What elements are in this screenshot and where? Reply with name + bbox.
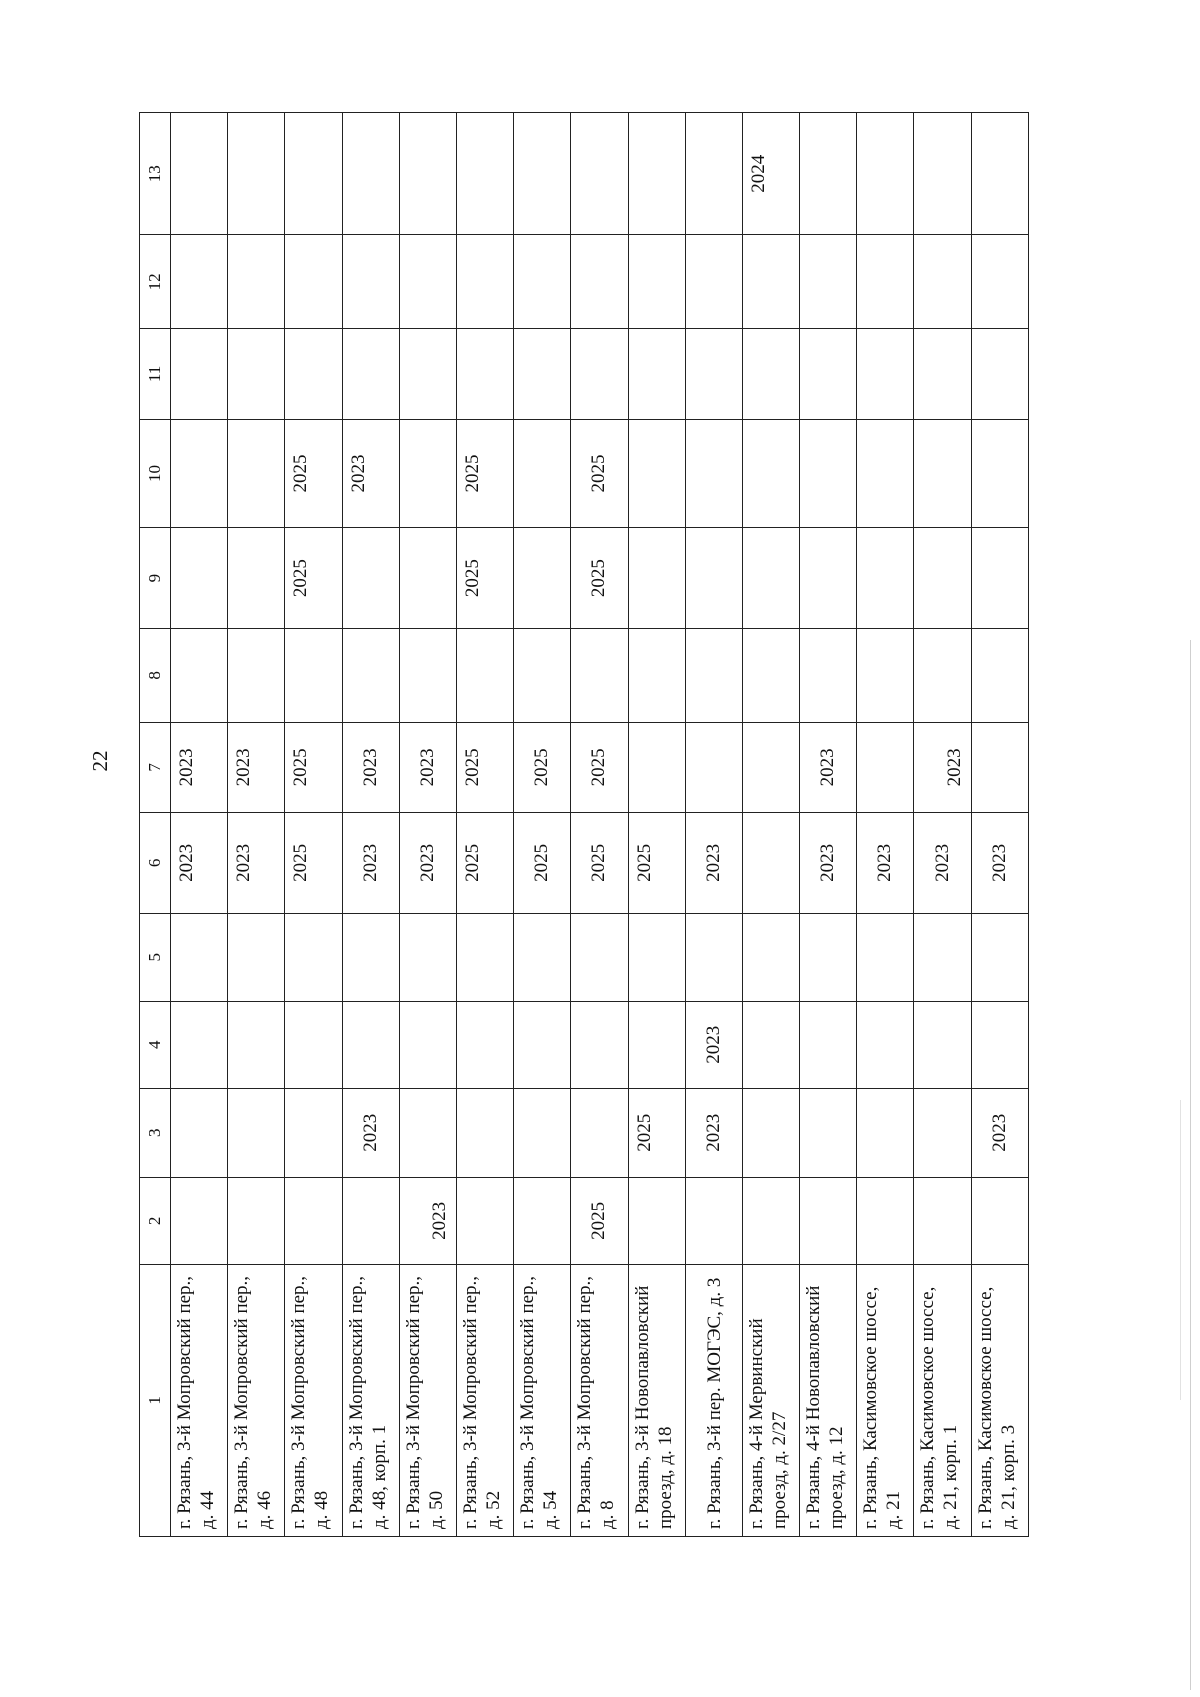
address-cell: г. Рязань, 3-й пер. МОГЭС, д. 3 xyxy=(685,1264,742,1536)
column-header: 8 xyxy=(140,628,171,722)
table-cell xyxy=(628,1177,685,1264)
table-cell xyxy=(514,1177,571,1264)
table-row xyxy=(971,113,1028,1537)
column-header: 6 xyxy=(140,813,171,914)
table-cell: 2023 xyxy=(971,1088,1028,1177)
table-cell xyxy=(399,235,456,329)
table-cell xyxy=(742,813,799,914)
table-cell xyxy=(742,528,799,629)
table-cell xyxy=(628,722,685,812)
table-cell xyxy=(857,628,914,722)
table-cell xyxy=(857,1001,914,1088)
table-cell: 2025 xyxy=(571,528,628,629)
table-cell xyxy=(228,1088,285,1177)
table-row xyxy=(685,113,742,1537)
table-cell: 2025 xyxy=(456,722,513,812)
table-cell: 2025 xyxy=(571,419,628,528)
table-cell xyxy=(342,113,399,236)
table-cell xyxy=(800,913,857,1001)
table-cell xyxy=(399,329,456,419)
table-cell xyxy=(914,1088,971,1177)
table-cell: 2023 xyxy=(342,419,399,528)
table-cell xyxy=(571,113,628,236)
table-row xyxy=(456,113,513,1537)
table-cell xyxy=(571,235,628,329)
table-cell: 2023 xyxy=(914,813,971,914)
table-cell xyxy=(742,1001,799,1088)
table-cell xyxy=(228,235,285,329)
table-cell xyxy=(857,722,914,812)
table-cell xyxy=(685,235,742,329)
table-cell xyxy=(399,528,456,629)
table-cell xyxy=(742,1177,799,1264)
table-cell xyxy=(571,628,628,722)
table-cell xyxy=(342,628,399,722)
table-cell xyxy=(456,1001,513,1088)
table-cell xyxy=(571,329,628,419)
table-cell xyxy=(171,1088,228,1177)
table-cell: 2023 xyxy=(399,722,456,812)
table-row xyxy=(914,113,971,1537)
table-cell xyxy=(857,1088,914,1177)
table-row xyxy=(285,113,342,1537)
table-cell xyxy=(399,1088,456,1177)
table-cell xyxy=(456,1177,513,1264)
table-cell xyxy=(742,419,799,528)
table-cell xyxy=(171,1001,228,1088)
table-cell: 2023 xyxy=(342,813,399,914)
column-header: 10 xyxy=(140,419,171,528)
table-cell xyxy=(628,528,685,629)
table-cell xyxy=(971,722,1028,812)
table-row xyxy=(399,113,456,1537)
schedule-table xyxy=(139,112,1029,1537)
address-cell: г. Рязань, 3-й Мопровский пер., д. 8 xyxy=(571,1264,628,1536)
table-cell: 2023 xyxy=(171,722,228,812)
table-cell xyxy=(399,113,456,236)
table-cell xyxy=(742,722,799,812)
table-cell xyxy=(857,235,914,329)
column-header: 11 xyxy=(140,329,171,419)
address-cell: г. Рязань, 3-й Мопровский пер., д. 44 xyxy=(171,1264,228,1536)
table-cell xyxy=(971,419,1028,528)
scan-artifact xyxy=(1180,1100,1181,1400)
table-cell xyxy=(228,528,285,629)
table-cell: 2025 xyxy=(285,722,342,812)
column-header: 4 xyxy=(140,1001,171,1088)
table-cell xyxy=(685,913,742,1001)
table-cell: 2025 xyxy=(514,722,571,812)
table-cell xyxy=(685,329,742,419)
table-cell xyxy=(971,913,1028,1001)
table-cell xyxy=(171,235,228,329)
table-cell: 2023 xyxy=(171,813,228,914)
table-cell: 2023 xyxy=(800,813,857,914)
table-cell: 2023 xyxy=(857,813,914,914)
column-header: 9 xyxy=(140,528,171,629)
table-cell: 2025 xyxy=(628,813,685,914)
table-cell: 2023 xyxy=(228,813,285,914)
table-cell: 2025 xyxy=(456,419,513,528)
table-cell xyxy=(285,1177,342,1264)
table-cell xyxy=(342,1001,399,1088)
page-number: 22 xyxy=(88,750,112,772)
address-cell: г. Рязань, 3-й Мопровский пер., д. 52 xyxy=(456,1264,513,1536)
table-cell xyxy=(171,913,228,1001)
address-cell: г. Рязань, Касимовское шоссе, д. 21, корп. 3 xyxy=(971,1264,1028,1536)
table-cell xyxy=(800,113,857,236)
table-cell xyxy=(628,913,685,1001)
table-cell xyxy=(800,528,857,629)
table-cell: 2023 xyxy=(971,813,1028,914)
table-cell xyxy=(685,722,742,812)
table-cell xyxy=(800,235,857,329)
table-cell xyxy=(285,329,342,419)
table-row xyxy=(857,113,914,1537)
table-cell xyxy=(228,913,285,1001)
table-cell: 2023 xyxy=(800,722,857,812)
table-cell xyxy=(685,113,742,236)
table-cell xyxy=(171,1177,228,1264)
table-cell xyxy=(914,628,971,722)
table-cell xyxy=(514,113,571,236)
table-cell xyxy=(914,913,971,1001)
table-cell xyxy=(342,235,399,329)
table-cell xyxy=(285,1001,342,1088)
table-cell xyxy=(742,235,799,329)
column-header: 1 xyxy=(140,1264,171,1536)
table-cell xyxy=(971,113,1028,236)
table-cell xyxy=(228,628,285,722)
table-cell: 2023 xyxy=(399,1177,456,1264)
table-cell xyxy=(628,113,685,236)
table-cell: 2025 xyxy=(628,1088,685,1177)
table-cell: 2025 xyxy=(456,813,513,914)
table-cell xyxy=(857,419,914,528)
table-cell xyxy=(514,628,571,722)
column-header: 12 xyxy=(140,235,171,329)
table-cell xyxy=(742,913,799,1001)
table-cell xyxy=(914,528,971,629)
address-cell: г. Рязань, 3-й Мопровский пер., д. 46 xyxy=(228,1264,285,1536)
table-cell xyxy=(571,1088,628,1177)
table-cell xyxy=(171,628,228,722)
table-cell xyxy=(399,628,456,722)
table-cell: 2025 xyxy=(571,1177,628,1264)
table-cell: 2023 xyxy=(685,1001,742,1088)
address-cell: г. Рязань, Касимовское шоссе, д. 21, корп. 1 xyxy=(914,1264,971,1536)
table-cell xyxy=(514,1001,571,1088)
table-cell xyxy=(514,913,571,1001)
table-cell xyxy=(399,419,456,528)
table-cell xyxy=(571,913,628,1001)
address-cell: г. Рязань, 4-й Мервинский проезд, д. 2/27 xyxy=(742,1264,799,1536)
table-cell xyxy=(685,528,742,629)
table-cell xyxy=(171,113,228,236)
table-cell xyxy=(171,329,228,419)
table-cell xyxy=(971,528,1028,629)
table-cell xyxy=(514,235,571,329)
table-cell xyxy=(514,1088,571,1177)
table-row xyxy=(171,113,228,1537)
table-cell xyxy=(628,329,685,419)
table-cell: 2023 xyxy=(228,722,285,812)
table-cell: 2024 xyxy=(742,113,799,236)
table-cell xyxy=(971,235,1028,329)
table-cell xyxy=(285,628,342,722)
table-cell: 2025 xyxy=(571,722,628,812)
table-cell xyxy=(914,235,971,329)
table-cell xyxy=(800,628,857,722)
table-cell xyxy=(857,528,914,629)
table-cell xyxy=(800,329,857,419)
table-cell xyxy=(857,329,914,419)
table-cell xyxy=(285,913,342,1001)
address-cell: г. Рязань, Касимовское шоссе, д. 21 xyxy=(857,1264,914,1536)
table-cell: 2025 xyxy=(285,528,342,629)
table-cell xyxy=(342,528,399,629)
table-cell: 2025 xyxy=(285,813,342,914)
table-cell xyxy=(857,1177,914,1264)
table-cell xyxy=(342,913,399,1001)
table-cell xyxy=(914,113,971,236)
table-cell xyxy=(228,1001,285,1088)
table-cell xyxy=(685,628,742,722)
table-cell: 2023 xyxy=(342,722,399,812)
table-cell xyxy=(914,1177,971,1264)
scan-artifact xyxy=(1190,640,1191,1690)
table-cell xyxy=(456,329,513,419)
table-cell xyxy=(914,419,971,528)
table-cell xyxy=(228,113,285,236)
table-cell xyxy=(971,329,1028,419)
rotated-table-wrapper xyxy=(139,112,1029,1537)
table-row xyxy=(628,113,685,1537)
table-cell xyxy=(228,1177,285,1264)
table-cell xyxy=(800,419,857,528)
table-cell xyxy=(914,1001,971,1088)
table-cell xyxy=(571,1001,628,1088)
table-cell xyxy=(742,628,799,722)
column-header: 2 xyxy=(140,1177,171,1264)
table-cell: 2025 xyxy=(514,813,571,914)
table-cell xyxy=(914,329,971,419)
table-cell xyxy=(857,913,914,1001)
address-cell: г. Рязань, 3-й Новопавловский проезд, д. 18 xyxy=(628,1264,685,1536)
table-row xyxy=(342,113,399,1537)
table-cell: 2023 xyxy=(685,1088,742,1177)
table-cell: 2023 xyxy=(342,1088,399,1177)
column-header: 5 xyxy=(140,913,171,1001)
table-cell: 2025 xyxy=(285,419,342,528)
column-header: 13 xyxy=(140,113,171,236)
table-cell xyxy=(857,113,914,236)
table-cell: 2023 xyxy=(685,813,742,914)
table-cell xyxy=(228,329,285,419)
table-cell xyxy=(399,913,456,1001)
column-header: 3 xyxy=(140,1088,171,1177)
table-cell xyxy=(800,1088,857,1177)
table-cell xyxy=(800,1001,857,1088)
table-cell: 2023 xyxy=(914,722,971,812)
table-cell: 2023 xyxy=(399,813,456,914)
table-cell: 2025 xyxy=(456,528,513,629)
table-cell xyxy=(456,913,513,1001)
table-cell xyxy=(971,628,1028,722)
table-cell xyxy=(628,419,685,528)
table-cell xyxy=(628,235,685,329)
table-cell xyxy=(456,1088,513,1177)
table-cell: 2025 xyxy=(571,813,628,914)
table-cell xyxy=(628,628,685,722)
table-row xyxy=(571,113,628,1537)
table-cell xyxy=(800,1177,857,1264)
table-cell xyxy=(456,235,513,329)
table-cell xyxy=(285,1088,342,1177)
table-cell xyxy=(514,419,571,528)
address-cell: г. Рязань, 4-й Новопавловский проезд, д. 12 xyxy=(800,1264,857,1536)
table-cell xyxy=(685,419,742,528)
address-cell: г. Рязань, 3-й Мопровский пер., д. 54 xyxy=(514,1264,571,1536)
address-cell: г. Рязань, 3-й Мопровский пер., д. 48, корп. 1 xyxy=(342,1264,399,1536)
table-cell xyxy=(285,235,342,329)
table-cell xyxy=(742,1088,799,1177)
table-row xyxy=(514,113,571,1537)
column-header: 7 xyxy=(140,722,171,812)
table-cell xyxy=(456,113,513,236)
table-row xyxy=(800,113,857,1537)
table-cell xyxy=(228,419,285,528)
table-cell xyxy=(171,419,228,528)
table-cell xyxy=(399,1001,456,1088)
table-cell xyxy=(971,1001,1028,1088)
table-row xyxy=(742,113,799,1537)
address-cell: г. Рязань, 3-й Мопровский пер., д. 50 xyxy=(399,1264,456,1536)
address-cell: г. Рязань, 3-й Мопровский пер., д. 48 xyxy=(285,1264,342,1536)
table-cell xyxy=(285,113,342,236)
table-cell xyxy=(514,329,571,419)
table-cell xyxy=(342,329,399,419)
table-cell xyxy=(628,1001,685,1088)
table-cell xyxy=(971,1177,1028,1264)
table-cell xyxy=(171,528,228,629)
table-cell xyxy=(742,329,799,419)
table-cell xyxy=(514,528,571,629)
table-cell xyxy=(342,1177,399,1264)
table-cell xyxy=(456,628,513,722)
column-number-row xyxy=(140,113,171,1537)
table-cell xyxy=(685,1177,742,1264)
table-row xyxy=(228,113,285,1537)
